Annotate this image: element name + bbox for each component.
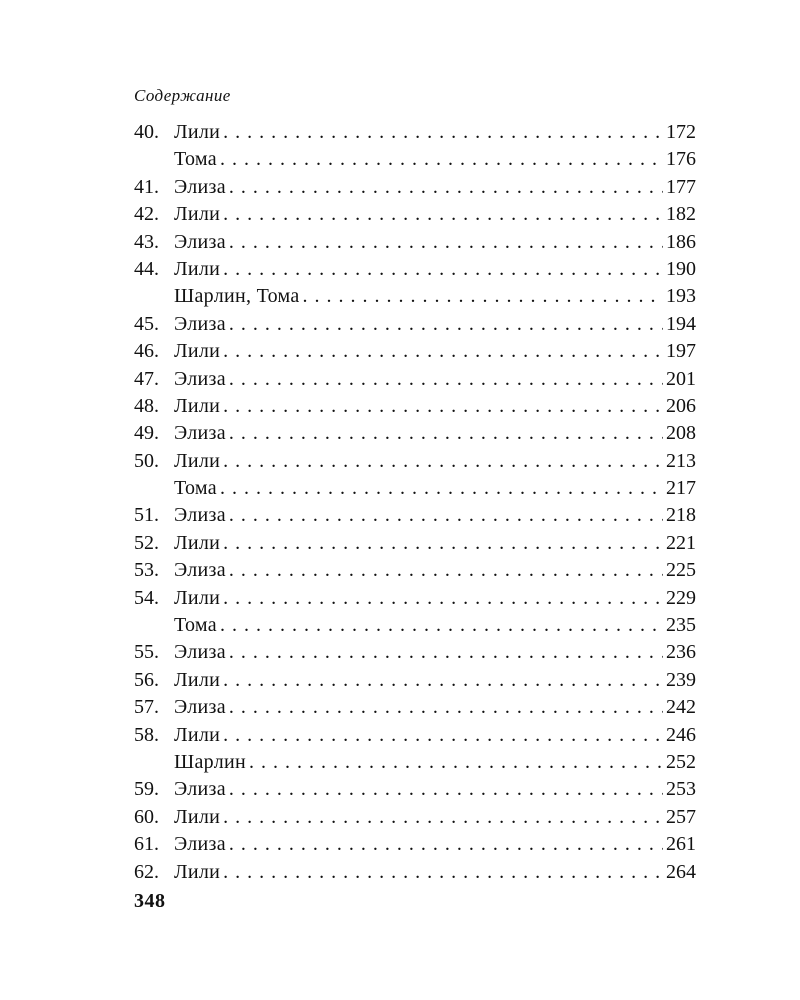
dot-leader xyxy=(223,256,663,283)
page-number: 236 xyxy=(666,641,696,664)
dot-leader xyxy=(229,694,663,721)
page-number: 172 xyxy=(666,121,696,143)
toc-entry xyxy=(134,283,696,310)
chapter-title: Лили xyxy=(174,668,221,691)
dot-leader xyxy=(229,420,663,447)
toc-entry xyxy=(134,174,696,201)
toc-entry xyxy=(134,256,696,283)
chapter-title: Элиза xyxy=(174,230,226,253)
chapter-title: Тома xyxy=(174,614,217,637)
page-number: 229 xyxy=(666,586,696,609)
chapter-title: Лили xyxy=(174,531,221,554)
table-of-contents xyxy=(134,119,696,886)
dot-leader xyxy=(229,229,663,256)
chapter-title: Элиза xyxy=(174,778,226,801)
chapter-title: Лили xyxy=(174,723,221,746)
dot-leader xyxy=(220,612,663,639)
chapter-number: 42. xyxy=(134,203,159,226)
toc-entry xyxy=(134,612,696,639)
page-number: 257 xyxy=(666,805,696,828)
page-number: 225 xyxy=(666,559,696,582)
dot-leader xyxy=(223,530,663,557)
toc-entry xyxy=(134,722,696,749)
page-number: 264 xyxy=(666,860,696,883)
toc-entry xyxy=(134,749,696,776)
chapter-title: Тома xyxy=(174,148,217,171)
toc-entry xyxy=(134,804,696,831)
dot-leader xyxy=(223,201,663,228)
chapter-number: 62. xyxy=(134,860,159,883)
chapter-number: 54. xyxy=(134,586,159,609)
page-number: 221 xyxy=(666,531,696,554)
running-head: Содержание xyxy=(134,86,231,105)
page-number: 206 xyxy=(666,394,696,417)
page-number: 235 xyxy=(666,614,696,637)
dot-leader xyxy=(223,119,663,146)
page-number: 218 xyxy=(666,504,696,527)
dot-leader xyxy=(223,667,663,694)
chapter-title: Элиза xyxy=(174,422,226,445)
page-number: 208 xyxy=(666,422,696,445)
dot-leader xyxy=(303,283,663,310)
dot-leader xyxy=(223,338,663,365)
dot-leader xyxy=(229,639,663,666)
chapter-title: Элиза xyxy=(174,504,226,527)
chapter-title: Элиза xyxy=(174,312,226,335)
chapter-number: 50. xyxy=(134,449,159,472)
chapter-title: Элиза xyxy=(174,641,226,664)
chapter-title: Элиза xyxy=(174,696,226,719)
chapter-title: Тома xyxy=(174,477,217,500)
page-number: 182 xyxy=(666,203,696,226)
toc-entry xyxy=(134,502,696,529)
chapter-title: Лили xyxy=(174,121,221,143)
dot-leader xyxy=(229,311,663,338)
chapter-title: Шарлин, Тома xyxy=(174,285,300,308)
dot-leader xyxy=(223,804,663,831)
page-number: 252 xyxy=(666,750,696,773)
page-number: 253 xyxy=(666,778,696,801)
chapter-title: Лили xyxy=(174,860,221,883)
toc-entry xyxy=(134,201,696,228)
chapter-number: 44. xyxy=(134,257,159,280)
chapter-number: 52. xyxy=(134,531,159,554)
dot-leader xyxy=(229,366,663,393)
chapter-number: 53. xyxy=(134,559,159,582)
chapter-title: Элиза xyxy=(174,833,226,856)
dot-leader xyxy=(220,146,663,173)
toc-entry xyxy=(134,393,696,420)
toc-entry xyxy=(134,475,696,502)
dot-leader xyxy=(223,585,663,612)
toc-entry xyxy=(134,366,696,393)
toc-entry xyxy=(134,146,696,173)
chapter-title: Элиза xyxy=(174,367,226,390)
page-number: 239 xyxy=(666,668,696,691)
chapter-number: 60. xyxy=(134,805,159,828)
toc-entry xyxy=(134,229,696,256)
chapter-number: 48. xyxy=(134,394,159,417)
chapter-number: 43. xyxy=(134,230,159,253)
chapter-number: 58. xyxy=(134,723,159,746)
chapter-number: 56. xyxy=(134,668,159,691)
page-number: 246 xyxy=(666,723,696,746)
chapter-title: Элиза xyxy=(174,559,226,582)
toc-entry xyxy=(134,557,696,584)
toc-entry xyxy=(134,530,696,557)
chapter-title: Лили xyxy=(174,340,221,363)
toc-entry xyxy=(134,420,696,447)
chapter-number: 57. xyxy=(134,696,159,719)
toc-entry xyxy=(134,776,696,803)
page-number: 193 xyxy=(666,285,696,308)
dot-leader xyxy=(249,749,663,776)
chapter-title: Элиза xyxy=(174,175,226,198)
dot-leader xyxy=(229,776,663,803)
page-number: 261 xyxy=(666,833,696,856)
folio-page-number: 348 xyxy=(134,890,166,912)
chapter-number: 55. xyxy=(134,641,159,664)
chapter-title: Лили xyxy=(174,449,221,472)
dot-leader xyxy=(229,174,663,201)
page-number: 190 xyxy=(666,257,696,280)
chapter-number: 46. xyxy=(134,340,159,363)
toc-entry xyxy=(134,639,696,666)
chapter-title: Шарлин xyxy=(174,750,246,773)
dot-leader xyxy=(223,393,663,420)
dot-leader xyxy=(223,859,663,886)
page-number: 177 xyxy=(666,175,696,198)
page-number: 242 xyxy=(666,696,696,719)
toc-entry xyxy=(134,585,696,612)
page-number: 186 xyxy=(666,230,696,253)
dot-leader xyxy=(229,557,663,584)
chapter-number: 51. xyxy=(134,504,159,527)
page-number: 176 xyxy=(666,148,696,171)
toc-entry xyxy=(134,831,696,858)
page-number: 217 xyxy=(666,477,696,500)
toc-entry xyxy=(134,667,696,694)
chapter-number: 59. xyxy=(134,778,159,801)
chapter-number: 61. xyxy=(134,833,159,856)
dot-leader xyxy=(223,448,663,475)
chapter-number: 40. xyxy=(134,121,159,143)
toc-entry xyxy=(134,338,696,365)
chapter-number: 49. xyxy=(134,422,159,445)
dot-leader xyxy=(229,831,663,858)
dot-leader xyxy=(229,502,663,529)
toc-entry xyxy=(134,448,696,475)
chapter-title: Лили xyxy=(174,805,221,828)
dot-leader xyxy=(223,722,663,749)
page-number: 194 xyxy=(666,312,696,335)
toc-entry xyxy=(134,311,696,338)
page-number: 197 xyxy=(666,340,696,363)
chapter-title: Лили xyxy=(174,394,221,417)
page-number: 201 xyxy=(666,367,696,390)
dot-leader xyxy=(220,475,663,502)
chapter-number: 45. xyxy=(134,312,159,335)
chapter-title: Лили xyxy=(174,257,221,280)
toc-entry xyxy=(134,859,696,886)
chapter-title: Лили xyxy=(174,203,221,226)
chapter-number: 47. xyxy=(134,367,159,390)
toc-entry xyxy=(134,119,696,146)
chapter-number: 41. xyxy=(134,175,159,198)
toc-entry xyxy=(134,694,696,721)
page-number: 213 xyxy=(666,449,696,472)
chapter-title: Лили xyxy=(174,586,221,609)
